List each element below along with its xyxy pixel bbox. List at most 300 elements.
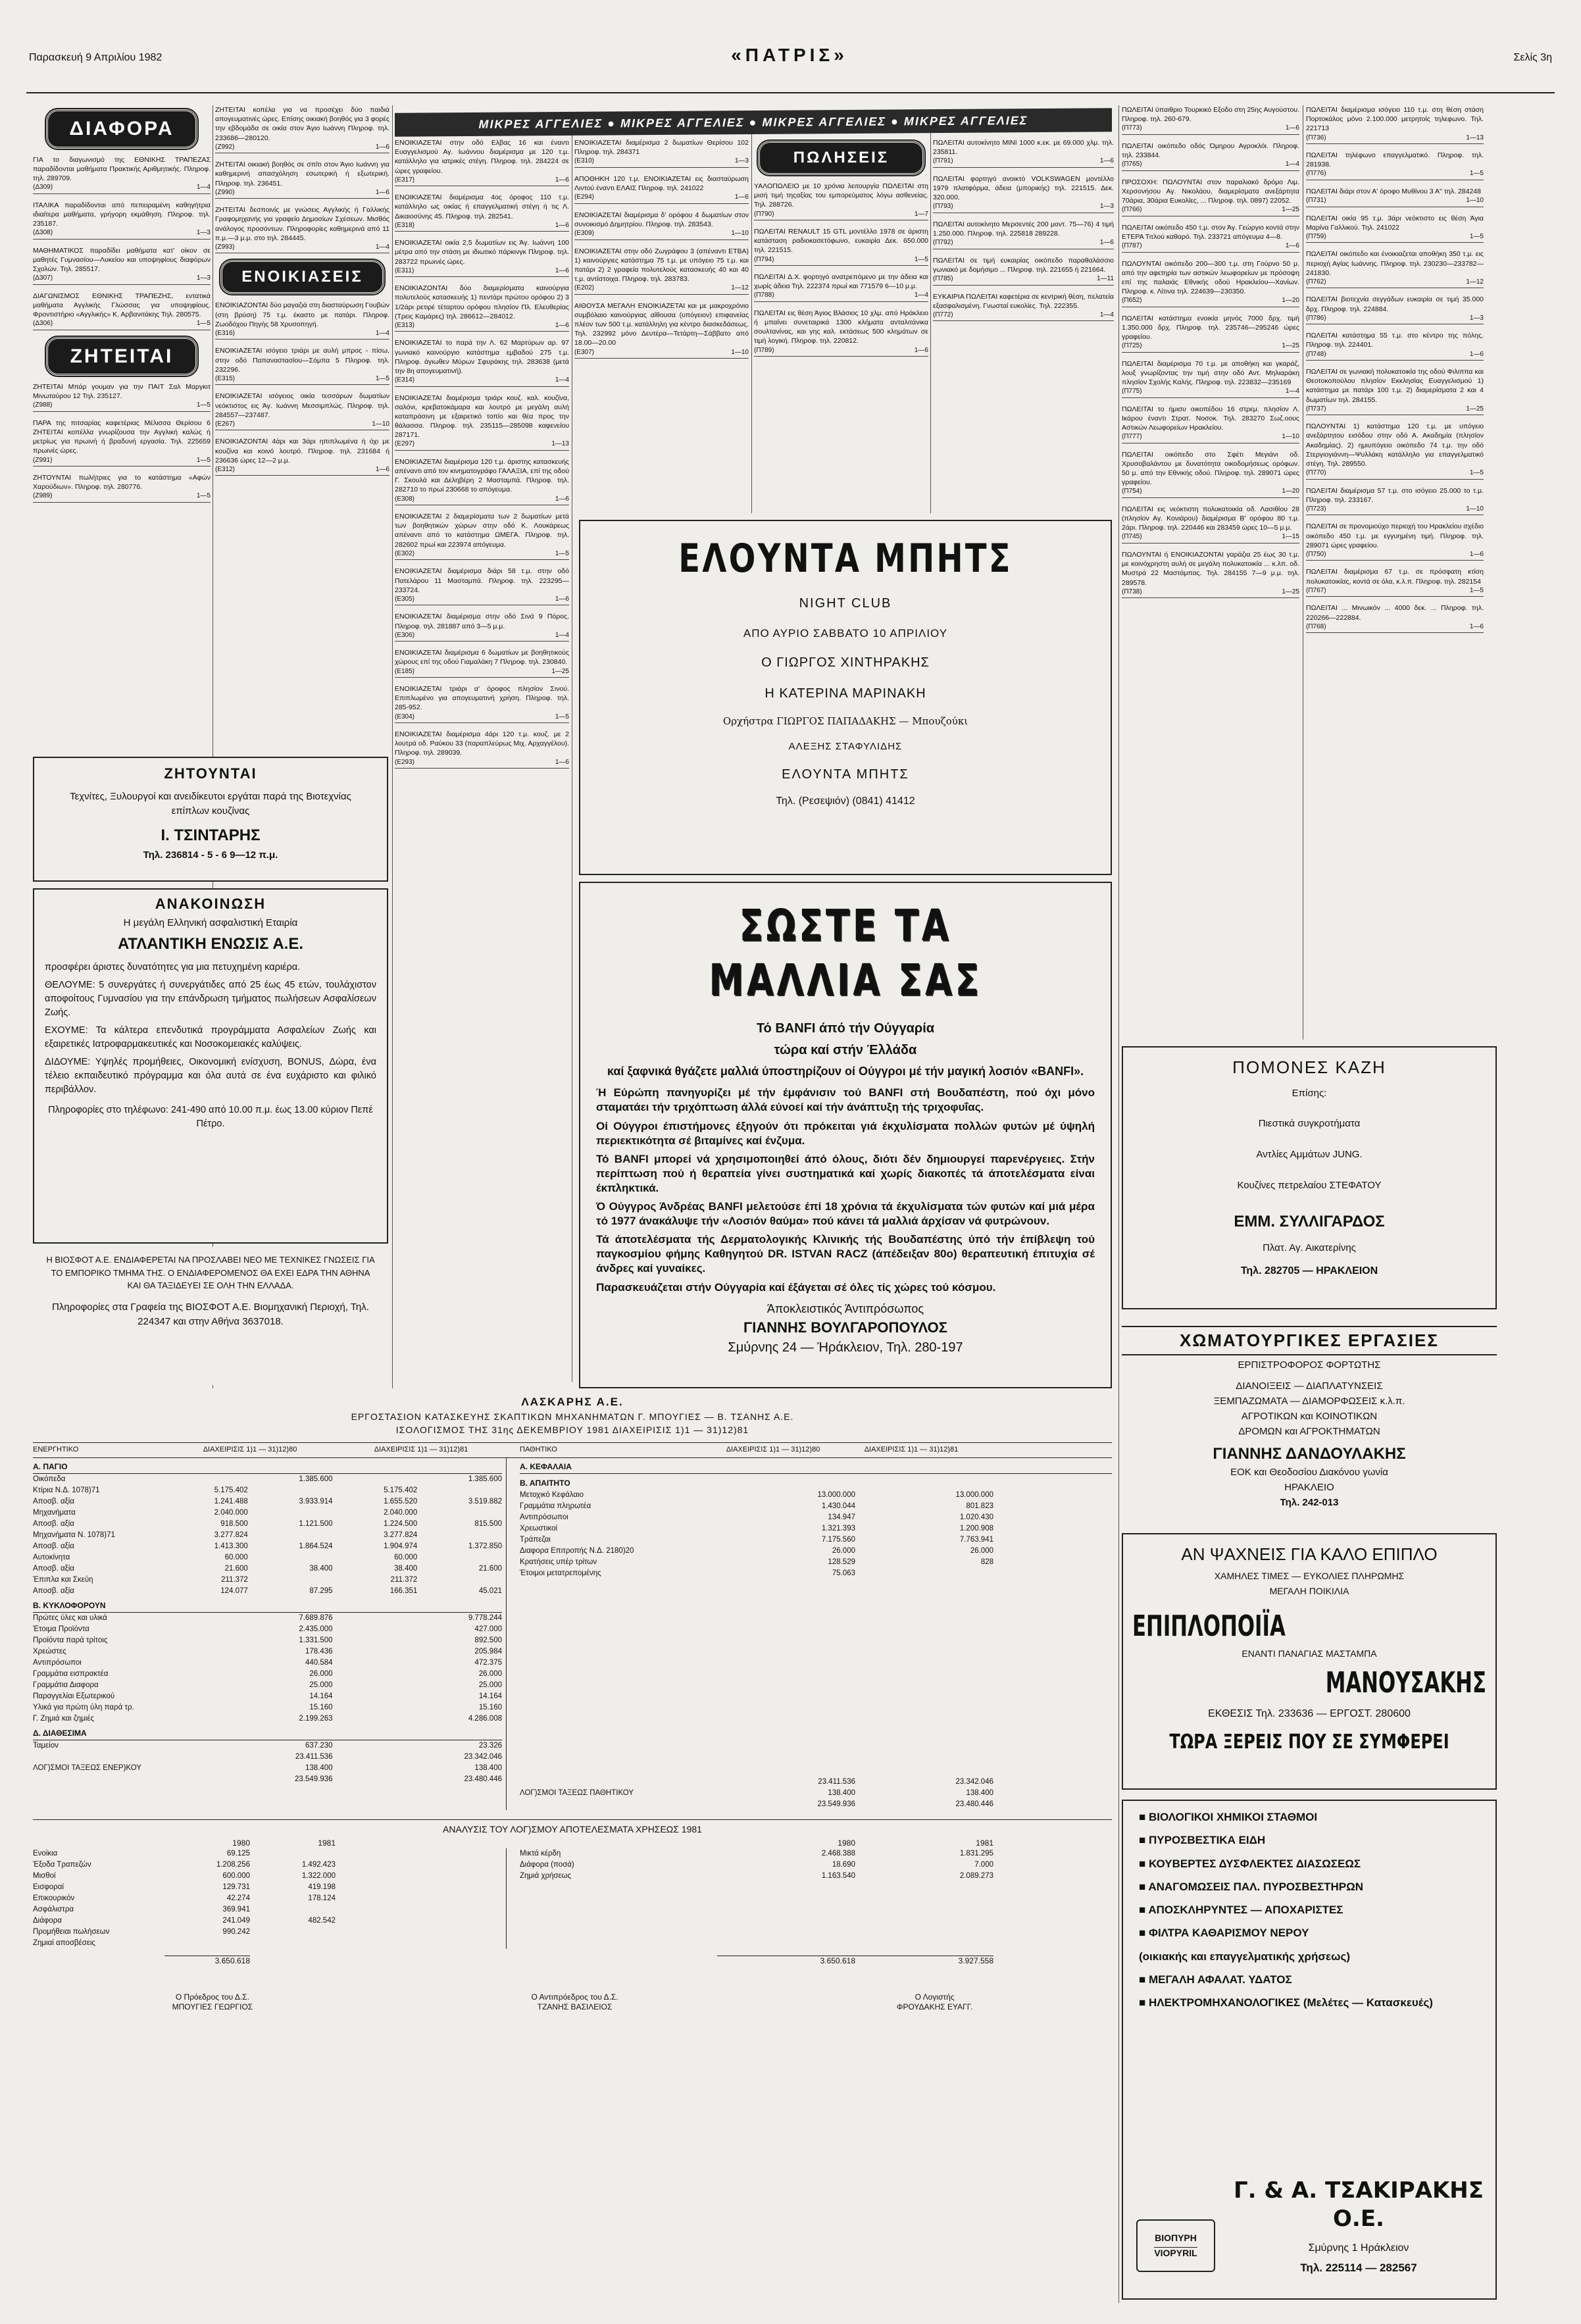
column-divider (751, 132, 752, 513)
classified-runs: 1—6 (1099, 157, 1114, 165)
assets-heading: Α. ΠΑΓΙΟ (33, 1461, 502, 1474)
classified-text: ΕΝΟΙΚΙΑΖΟΝΤΑΙ δύο μαγαζιά στη διασταύρωση Γουβών (στη βρύση) 75 τ.μ. έκαστο με πατάρι. Πληροφ. Ζωοδόχου Πηγής 58 Χρυσοπηγή. (215, 301, 389, 328)
balance-cell: Οικόπεδα (33, 1475, 66, 1484)
balance-cell: Έτοιμοι μετατρεπομένης (520, 1569, 601, 1578)
ad-phone: Τηλ. 236814 - 5 - 6 9—12 π.μ. (143, 849, 278, 861)
balance-cell: Διάφορα (33, 1916, 62, 1925)
classified-runs: 1—25 (1466, 405, 1484, 413)
balance-cell: 1.163.540 (821, 1871, 855, 1880)
balance-row (33, 1563, 502, 1575)
balance-cell: Υλικά για πρώτη ύλη παρά τρ. (33, 1704, 134, 1712)
balance-cell: 13.000.000 (955, 1491, 993, 1500)
classified-ad (395, 284, 569, 332)
ad-line: Αντλίες Αμμάτων JUNG. (1256, 1149, 1363, 1160)
balance-cell: Ζημιαί αποσβέσεις (33, 1938, 95, 1947)
balance-cell: 815.500 (474, 1520, 502, 1528)
signature-name: ΤΖΑΝΗΣ ΒΑΣΙΛΕΙΟΣ (537, 2002, 613, 2011)
balance-cell: 828 (980, 1558, 993, 1567)
balance-cell: Γραμμάτια πληρωτέα (520, 1502, 591, 1511)
balance-cell: 1.241.488 (214, 1498, 248, 1506)
classified-runs: 1—7 (914, 210, 928, 218)
classified-ad (395, 457, 569, 505)
balance-cell: Έτοιμα Προϊόντα (33, 1625, 89, 1634)
classified-runs: 1—6 (734, 193, 749, 201)
classified-ad (1306, 151, 1484, 180)
balance-row (520, 1848, 1112, 1859)
classified-ad (754, 182, 928, 220)
ad-list-item: ■ ΗΛΕΚΤΡΟΜΗΧΑΝΟΛΟΓΙΚΕΣ (Μελέτες — Κατασκευές) (1139, 1996, 1433, 2009)
balance-row (33, 1552, 502, 1563)
balance-cell: 7.689.876 (299, 1614, 333, 1623)
classified-list (215, 105, 389, 253)
ad-name: Γ. & Α. ΤΣΑΚΙΡΑΚΗΣ Ο.Ε. (1234, 2177, 1484, 2232)
balance-cell: 427.000 (474, 1625, 502, 1634)
ad-text: Παρασκευάζεται στήν Ούγγαρία καί έξάγεται σέ όλες τίς χώρες τού κόσμου. (596, 1280, 996, 1294)
classified-text: ΕΝΟΙΚΙΑΖΕΤΑΙ διαμέρισμα 2 δωματίων Θερίσου 102 Πληροφ. τηλ. 284371 (574, 139, 749, 157)
classified-code: (Π791) (933, 157, 953, 165)
classified-text: ΠΩΛΕΙΤΑΙ κατάστημα ενοικία μηνός 7000 δρχ. τιμή 1.350.000 δρχ. Πληροφ. τηλ. 235746—295246 ώρες γραφείου. (1122, 314, 1299, 341)
classified-text: ΠΩΛΟΥΝΤΑΙ 1) κατάστημα 120 τ.μ. με υπόγειο ανεξάρτητου εισόδου στην οδό Α. Ακαδημία (πλησίον Ακαδημίας). 2) ημιυπόγειο οικόπεδο 74 τ.μ. την οδό Στεργιογιάννη—Ψυλλάκη κατάλληλο για επαγγελματικό στέγη. Τηλ. 289550. (1306, 422, 1484, 468)
classified-ad (395, 730, 569, 769)
balance-cell: 138.400 (474, 1764, 502, 1773)
balance-cell: 1.904.974 (384, 1542, 418, 1551)
classified-ad (1122, 141, 1299, 171)
classified-code: (E293) (395, 758, 415, 766)
classified-runs: 1—3 (734, 157, 749, 165)
ad-line: ΔΡΟΜΩΝ και ΑΓΡΟΚΤΗΜΑΤΩΝ (1238, 1425, 1380, 1437)
classified-text: ΠΩΛΕΙΤΑΙ ύπαιθριο Τουρκικό Εξοδο στη 25ης Αυγούστου. Πληροφ. τηλ. 260-679. (1122, 106, 1299, 124)
balance-cell: Αυτοκίνητα (33, 1554, 70, 1562)
classified-ref (1122, 160, 1299, 171)
classified-text: ΓΙΑ το διαγωνισμό της ΕΘΝΙΚΗΣ ΤΡΑΠΕΖΑΣ παραδίδονται μαθήματα Πρακτικής Αριθμητικής. Πληροφ. τηλ. 289709. (33, 155, 211, 182)
classified-runs: 1—5 (1469, 232, 1484, 240)
classified-ref (1306, 505, 1484, 516)
classified-ref (33, 183, 211, 194)
classified-code: (Π759) (1306, 232, 1326, 240)
balance-company: ΛΑΣΚΑΡΗΣ Α.Ε. (521, 1396, 624, 1408)
balance-cell: ΛΟΓ)ΣΜΟΙ ΤΑΞΕΩΣ ΕΝΕΡ)ΚΟΥ (33, 1764, 141, 1773)
classified-text: ΠΡΟΣΟΧΗ: ΠΩΛΟΥΝΤΑΙ στον παραλιακό δρόμο Λιμ. Χερσονήσου Αγ. Νικολάου, διαμερίσματα ανεξάρτητα 70άρια, 30άρια Ευκολίες, ... Πληροφ. τηλ. 0897) 22052. (1122, 178, 1299, 205)
classified-ref (933, 274, 1114, 286)
balance-row (520, 1534, 1112, 1546)
classified-ad (1306, 522, 1484, 561)
liabilities-side (507, 1458, 1112, 1810)
balance-cell: 23.342.046 (464, 1753, 502, 1761)
classified-ref (1122, 487, 1299, 498)
masthead (0, 0, 1581, 99)
classified-text: ΕΝΟΙΚΙΑΖΕΤΑΙ ισόγειο τριάρι με αυλή μπρος - πίσω, στην οδό Παπαναστασίου—Σόμπα 5 Πληροφ. τηλ. 232296. (215, 347, 389, 374)
balance-cell: 1.413.300 (214, 1542, 248, 1551)
classified-runs: 1—25 (551, 667, 569, 675)
classified-runs: 1—10 (731, 230, 749, 238)
ad-pomones-kazi (1122, 1046, 1497, 1309)
ad-line: καί ξαφνικά θγάζετε μαλλιά ύποστηρίζουν οί Ούγγροι μέ τήν μαγική λοσιόν «BANFI». (607, 1065, 1084, 1078)
classified-runs: 1—10 (1466, 505, 1484, 513)
classified-ad (1306, 295, 1484, 324)
balance-row (33, 1613, 502, 1624)
balance-cell: ΛΟΓ)ΣΜΟΙ ΤΑΞΕΩΣ ΠΑΘΗΤΙΚΟΥ (520, 1789, 634, 1798)
ad-line: ΑΓΡΟΤΙΚΩΝ και ΚΟΙΝΟΤΙΚΩΝ (1241, 1410, 1378, 1422)
classified-ad (1122, 505, 1299, 543)
classified-ad (33, 155, 211, 194)
classified-text: ΠΩΛΕΙΤΑΙ κατάστημα 55 τ.μ. στο κέντρο της πόλης. Πληροφ. τηλ. 224401. (1306, 332, 1484, 349)
classified-runs: 1—6 (375, 188, 389, 196)
balance-cell: Αντιπρόσωποι (520, 1513, 568, 1522)
classified-ref (395, 495, 569, 506)
classified-ref (1306, 350, 1484, 361)
balance-cell: 205.984 (474, 1648, 502, 1656)
balance-cell: 600.000 (222, 1871, 250, 1880)
balance-cell: 1.492.423 (301, 1860, 336, 1869)
classified-code: (Π777) (1122, 433, 1142, 441)
balance-cell: 1.020.430 (959, 1513, 993, 1522)
balance-row (33, 1530, 502, 1541)
classified-text: ΠΩΛΕΙΤΑΙ οικία 95 τ.μ. 3άρι νεόκτιστο εις θέση Άγια Μαρίνα Γαλλικού. Τηλ. 241022 (1306, 214, 1484, 232)
classified-ad (933, 292, 1114, 322)
balance-cell: 87.295 (309, 1587, 333, 1596)
classified-text: ΠΩΛΕΙΤΑΙ οικόπεδο στο Σφέτι Μεγιάνι οδ. Χρυσοβαλάντου με δυνατότητα οικοδομήσεως ορόφων. 50 μ. από την Εθνικής οδού. Πληροφ. τηλ. 289071 ώρες γραφείου. (1122, 450, 1299, 487)
classified-code: (E302) (395, 549, 415, 557)
classified-runs: 1—3 (196, 229, 211, 237)
classified-runs: 1—6 (914, 346, 928, 354)
classified-ad (1306, 105, 1484, 144)
balance-cell: 60.000 (394, 1554, 418, 1562)
classified-ref (754, 255, 928, 266)
classified-text: ΠΩΛΕΙΤΑΙ οικόπεδο οδός Όμηρου Αγροκλόι. Πληροφ. τηλ. 233844. (1122, 141, 1299, 160)
classified-text: ΥΑΛΟΠΩΛΕΙΟ με 10 χρόνια λειτουργία ΠΩΛΕΙΤΑΙ στη μισή τιμή τηςαξίας του εμπορεύματος λόγω ασθενείας. Τηλ. 288726. (754, 182, 928, 209)
classified-text: ΕΝΟΙΚΙΑΖΕΤΑΙ διαμέρισμα 6 δωματίων με βοηθητικούς χώρους επί της οδού Γιαμαλάκη 7 Πληροφ. τηλ. 230840. (395, 649, 569, 667)
balance-cell: Ενοίκια (33, 1849, 58, 1857)
classified-runs: 1—15 (1282, 533, 1299, 541)
liab-heading: Β. ΑΠΑΙΤΗΤΟ (520, 1478, 570, 1488)
results-left (33, 1848, 507, 1949)
classified-ad (574, 211, 749, 240)
ad-manousakis (1122, 1533, 1497, 1790)
classified-ref (1122, 588, 1299, 599)
ad-phone: Τηλ. (Ρεσεψιόν) (0841) 41412 (776, 795, 915, 807)
classified-list (1306, 105, 1484, 633)
balance-row (33, 1740, 502, 1752)
classified-ref (754, 346, 928, 357)
classified-ad (215, 160, 389, 199)
balance-cell: 23.549.936 (817, 1800, 855, 1809)
classified-ref (215, 420, 389, 431)
balance-cell: 1.430.044 (821, 1502, 855, 1511)
balance-row (33, 1882, 506, 1893)
year-label: 1980 (232, 1838, 250, 1848)
classified-ad (395, 138, 569, 186)
classified-ad (395, 684, 569, 723)
classified-ref (395, 758, 569, 769)
classified-ref (933, 311, 1114, 322)
classified-ad (215, 105, 389, 153)
classified-runs: 1—4 (375, 329, 389, 337)
masthead-rule (26, 92, 1555, 93)
balance-cell: Γ. Ζημιά και ζημιές (33, 1715, 95, 1723)
column-divider (1118, 105, 1119, 2303)
classified-ad (933, 174, 1114, 213)
ad-line: Κουζίνες πετρελαίου ΣΤΕΦΑΤΟΥ (1237, 1179, 1382, 1191)
classified-code: (Π787) (1122, 242, 1142, 250)
classified-ref (933, 238, 1114, 249)
classified-ad (33, 201, 211, 240)
balance-cell: 3.277.824 (384, 1531, 418, 1540)
column-7 (1122, 105, 1299, 1033)
balance-cell: 7.175.560 (821, 1536, 855, 1544)
balance-cell: 419.198 (308, 1882, 336, 1891)
classified-code: (Δ306) (33, 320, 53, 328)
classified-text: ΠΩΛΕΙΤΑΙ το ήμισυ οικοπέδου 16 στρεμ. πλησίον Λ. Ικάρου έναντι Στρατ. Νοσοκ. Τηλ. 283270 Σωζ.οους Αστικών Λεωφορείων Ηρακλείου. (1122, 405, 1299, 432)
balance-cell: Χρεωστικοί (520, 1525, 558, 1533)
page-number: Σελίς 3η (1513, 52, 1552, 63)
balance-cell: 18.690 (832, 1860, 855, 1869)
balance-row (520, 1799, 1112, 1810)
classified-text: ΑΙΘΟΥΣΑ ΜΕΓΑΛΗ ΕΝΟΙΚΙΑΖΕΤΑΙ και με μακροχρόνιο συμβόλαιο καινούργιας αίθουσα (υπόγειον) επιφανείας πλέον των 500 τ.μ. κατάλληλη για κέντρο διασκεδάσεως. Τηλ. 232992 μόνο Δευτέρα—Τετάρτη—Σάββατο από 18.00—20.00 (574, 301, 749, 347)
balance-cell: 1.864.524 (299, 1542, 333, 1551)
ad-phone: ΕΚΘΕΣΙΣ Τηλ. 233636 — ΕΡΓΟΣΤ. 280600 (1208, 1708, 1411, 1719)
ad-line: Τό BANFI άπό τήν Ούγγαρία (756, 1021, 935, 1036)
balance-cell: 45.021 (478, 1587, 502, 1596)
classified-ref (395, 667, 569, 678)
balance-cell: 124.077 (220, 1587, 248, 1596)
results-total: 3.650.618 (164, 1956, 250, 1966)
classified-text: ΠΩΛΟΥΝΤΑΙ οικόπεδο 200—300 τ.μ. στη Γούρνο 50 μ. από την αφετηρία των αστικών λεωφορείων με πρόσοψη επί της παλαιάς Εθνικής οδού Ηρακλείου—Χανίων. Πληροφ. κ. Λίτινα τηλ. 224639—230350. (1122, 259, 1299, 296)
balance-cell: Μισθοί (33, 1871, 56, 1880)
classified-ad (33, 473, 211, 503)
balance-row (520, 1523, 1112, 1534)
balance-cell: 211.372 (390, 1576, 418, 1584)
classified-text: ΕΝΟΙΚΙΑΖΕΤΑΙ διαμέρισμα στην οδό Σινά 9 Πόρος. Πληροφ. τηλ. 281887 από 3—5 μ.μ. (395, 613, 569, 630)
classified-code: (Π748) (1306, 350, 1326, 358)
classified-ref (1306, 278, 1484, 289)
classified-runs: 1—4 (914, 291, 928, 299)
classified-ad (1306, 422, 1484, 479)
classified-runs: 1—11 (1097, 275, 1114, 283)
balance-header (33, 1442, 1112, 1458)
classified-runs: 1—25 (1282, 342, 1299, 350)
balance-subtitle: ΙΣΟΛΟΓΙΣΜΟΣ ΤΗΣ 31ης ΔΕΚΕΜΒΡΙΟΥ 1981 ΔΙΑΧΕΙΡΙΣΙΣ 1)1 — 31)12)81 (395, 1424, 749, 1435)
classified-runs: 1—4 (375, 243, 389, 251)
classified-text: ΠΩΛΕΙΤΑΙ διάρι στον Α' όροφο Μυθίνου 3 Α'' τηλ. 284248 (1306, 187, 1481, 195)
classified-ad (754, 272, 928, 302)
classified-ad (215, 437, 389, 476)
balance-row (33, 1507, 502, 1519)
classified-code: (E317) (395, 176, 415, 184)
balance-cell: 472.375 (474, 1659, 502, 1667)
classified-text: ΖΗΤΕΙΤΑΙ οικιακή βοηθός σε σπίτι στον Άγιο Ιωάννη για καθημερινή απασχόληση εσωτερική ή εξωτερική. Πληροφ. τηλ. 236451. (215, 161, 389, 188)
classified-text: ΠΩΛΕΙΤΑΙ εις νεόκτιστη πολυκατοικία οδ. Λασιθίου 28 (πλησίον Αγ. Κονιάρου) διαμέρισμα Β' ορόφου 80 τ.μ. 2άρι. Πληροφ. τηλ. 220446 και 283459 ώρες 10—5 μ.μ. (1122, 505, 1299, 532)
classified-ref (1122, 296, 1299, 307)
balance-cell: 128.529 (828, 1558, 855, 1567)
classified-text: ΕΝΟΙΚΙΑΖΕΤΑΙ διαμέρισμα 120 τ.μ. άριστης κατασκευής απέναντι από τον κινηματογράφο ΓΑΛΑΞΙΑ, επί της οδού Γ. Σκουλά και Δεληβέρη 2 Μασταμπά. Πληροφ. τηλ. 282710 το πρωί 230668 το απόγευμα. (395, 457, 569, 494)
classified-text: ΠΩΛΕΙΤΑΙ οικόπεδο 450 τ.μ. στον Άγ. Γεώργιο κοντά στην ΕΤΕΡΑ Τιτλού καθαρό. Τηλ. 233721 απόγευμα 4—8. (1122, 223, 1299, 241)
classified-runs: 1—3 (196, 274, 211, 282)
ad-list-item: ■ ΜΕΓΑΛΗ ΑΦΑΛΑΤ. ΥΔΑΤΟΣ (1139, 1973, 1292, 1986)
classified-runs: 1—4 (196, 184, 211, 191)
ad-text: Ή Εύρώπη πανηγυρίζει μέ τήν έμφάνισιν τού BANFI στή Βουδαπέστη, πού όχι μόνο σταματάει τήν τριχόπτωση άλλά εύνοεί καί τήν άνάπτυξη τής τριχοφυΐας. (596, 1086, 1095, 1114)
balance-cell: 26.000 (309, 1670, 333, 1679)
classified-code: (Π768) (1306, 622, 1326, 630)
classified-runs: 1—6 (1469, 622, 1484, 630)
classified-ad (33, 382, 211, 412)
ad-banfi (579, 882, 1112, 1388)
balance-cell: 211.372 (221, 1576, 248, 1584)
classified-runs: 1—6 (375, 465, 389, 473)
classified-ad (1122, 550, 1299, 598)
balance-cell: 2.435.000 (299, 1625, 333, 1634)
classified-code: (E267) (215, 420, 236, 428)
classified-code: (E202) (574, 284, 595, 292)
ad-list-item: ■ ΠΥΡΟΣΒΕΣΤΙΚΑ ΕΙΔΗ (1139, 1834, 1266, 1847)
ad-slogan: ΤΩΡΑ ΞΕΡΕΙΣ ΠΟΥ ΣΕ ΣΥΜΦΕΡΕΙ (1169, 1730, 1449, 1754)
ad-brand: ΕΠΙΠΛΟΠΟΙΪΑ (1132, 1609, 1286, 1643)
classified-runs: 1—3 (1469, 314, 1484, 322)
balance-row (33, 1904, 506, 1915)
ad-title: ΕΛΟΥΝΤΑ ΜΠΗΤΣ (678, 536, 1013, 582)
classified-code: (Z992) (215, 143, 235, 151)
balance-cell: 2.040.000 (214, 1509, 248, 1517)
ad-line: ΜΕΓΑΛΗ ΠΟΙΚΙΛΙΑ (1269, 1586, 1349, 1596)
balance-cell: 5.175.402 (384, 1486, 418, 1495)
balance-sheet (33, 1395, 1112, 2296)
ad-text: Οί Ούγγροι έπιστήμονες έξηγούν ότι πρόκειται γιά έκχυλίσματα πολλών φυτών μέ ύψηλή περιεκτικότητα σέ βιταμίνες καί ένζυμα. (596, 1119, 1095, 1147)
classified-ref (1306, 196, 1484, 207)
classified-ad (395, 567, 569, 605)
balance-row (520, 1546, 1112, 1557)
balance-cell: 801.823 (966, 1502, 993, 1511)
classified-ad (33, 246, 211, 285)
classified-ad (1122, 405, 1299, 443)
assets-side (33, 1458, 507, 1810)
classified-ref (574, 284, 749, 295)
classified-code: (Π738) (1122, 588, 1142, 595)
balance-cell: 1.331.500 (299, 1636, 333, 1645)
balance-cell: 23.342.046 (955, 1778, 993, 1786)
classified-runs: 1—5 (196, 456, 211, 464)
classified-runs: 1—6 (1469, 550, 1484, 558)
logo-text: VIOPYRIL (1154, 2247, 1197, 2258)
ad-text: Τό BANFI μπορεί νά χρησιμοποιηθεί άπό όλους, διότι δέν δημιουργεί παρενέργειες. Στήν περίπτωση πού ή θεραπεία γίνει συστηματικά καί χωρίς διακοπές τά άποτελέσματα είναι έκπληκτικά. (596, 1152, 1095, 1194)
balance-cell: 482.542 (308, 1916, 336, 1925)
balance-cell: 26.000 (970, 1547, 993, 1555)
classified-ref (395, 321, 569, 332)
balance-cell: 138.400 (828, 1789, 855, 1798)
classified-runs: 1—20 (1282, 488, 1299, 495)
classified-ad (395, 338, 569, 386)
ad-title: ΧΩΜΑΤΟΥΡΓΙΚΕΣ ΕΡΓΑΣΙΕΣ (1122, 1326, 1497, 1355)
classified-runs: 1—6 (555, 595, 569, 603)
header-period: ΔΙΑΧΕΙΡΙΣΙΣ 1)1 — 31)12)80 (726, 1446, 820, 1454)
classified-text: ΠΩΛΕΙΤΑΙ αυτοκίνητο Μερσεντές 200 μοντ. 75—76) 4 τιμή 1.250.000. Πληροφ. τηλ. 225818 289228. (933, 220, 1114, 238)
balance-cell: 3.519.882 (468, 1498, 502, 1506)
classified-ref (1306, 586, 1484, 597)
balance-row (33, 1646, 502, 1657)
results-right (507, 1848, 1112, 1949)
classified-ad (933, 220, 1114, 249)
balance-row (520, 1568, 1112, 1579)
classified-ref (215, 465, 389, 476)
classified-text: ΕΝΟΙΚΙΑΖΕΤΑΙ ισόγειος οικία τεσσάρων δωματίων νεόκτιστος εις Άγ. Ιωάννη Μεσσιμπλώς. Πληροφ. τηλ. 284557—237487. (215, 392, 389, 419)
classified-ref (1122, 124, 1299, 135)
balance-cell: 7.000 (974, 1860, 993, 1869)
ad-name: ΓΙΑΝΝΗΣ ΔΑΝΔΟΥΛΑΚΗΣ (1213, 1445, 1406, 1463)
column-2 (215, 105, 389, 724)
classified-ad (1306, 331, 1484, 361)
classified-ad (1122, 178, 1299, 216)
classified-code: (Π723) (1306, 505, 1326, 513)
balance-cell: Έπιπλα και Σκεύη (33, 1576, 93, 1584)
classified-runs: 1—10 (372, 420, 389, 428)
balance-cell: Μηχανήματα (33, 1509, 76, 1517)
balance-cell: 1.372.850 (468, 1542, 502, 1551)
balance-row (33, 1871, 506, 1882)
classified-ref (574, 229, 749, 240)
classified-list (33, 155, 211, 330)
classified-runs: 1—4 (555, 376, 569, 384)
classified-runs: 1—13 (1466, 134, 1484, 141)
classified-ad (1306, 214, 1484, 243)
logo-text: ΒΙΟΠΥΡΗ (1155, 2233, 1197, 2243)
classified-ad (395, 238, 569, 277)
balance-row (33, 1474, 502, 1485)
balance-cell: 918.500 (220, 1520, 248, 1528)
newspaper-title: «ΠΑΤΡΙΣ» (731, 45, 848, 65)
classified-ref (1122, 241, 1299, 253)
balance-cell: 1.321.393 (821, 1525, 855, 1533)
classified-code: (Π762) (1306, 278, 1326, 286)
classified-ad (395, 512, 569, 560)
ad-list-item: (οικιακής και επαγγελματικής χρήσεως) (1139, 1950, 1350, 1963)
classified-text: ΠΩΛΕΙΤΑΙ σε τιμή ευκαιρίας οικόπεδο παραθαλάσσιο γωνιακό με δομήσιμο ... Πληροφ. τηλ. 221655 ή 221664. (933, 256, 1114, 274)
balance-cell: Ασφάλιστρα (33, 1905, 74, 1913)
balance-cell: 166.351 (389, 1587, 418, 1596)
ad-address: Σμύρνης 1 Ηράκλειον (1308, 2242, 1409, 2254)
ad-line: ΑΝ ΨΑΧΝΕΙΣ ΓΙΑ ΚΑΛΟ ΕΠΙΠΛΟ (1181, 1544, 1438, 1564)
balance-cell: 69.125 (226, 1849, 250, 1857)
balance-cell: 4.286.008 (468, 1715, 502, 1723)
balance-cell: Ζημιά χρήσεως (520, 1871, 572, 1880)
balance-cell: Μηχανήματα Ν. 1078)71 (33, 1531, 115, 1540)
balance-cell: Γραμμάτια εισπρακτέα (33, 1670, 109, 1679)
classified-list (754, 182, 928, 357)
classified-ad (754, 309, 928, 357)
signature-name: ΜΠΟΥΓΙΕΣ ΓΕΩΡΓΙΟΣ (172, 2002, 253, 2011)
classified-runs: 1—5 (555, 549, 569, 557)
classified-list (1122, 105, 1299, 598)
classified-text: ΕΝΟΙΚΙΑΖΕΤΑΙ 2 διαμερίσματα των 2 δωματίων μετά των βοηθητικών χώρων στην οδό Κ. Λουκάρεως απέναντι από το κατάστημα ΩΜΕΓΑ. Πληροφ. τηλ. 282602 πρωί και 223974 απόγευμα. (395, 513, 569, 549)
classified-runs: 1—5 (375, 374, 389, 382)
balance-cell: 21.600 (478, 1565, 502, 1573)
classified-text: ΠΩΛΟΥΝΤΑΙ ή ΕΝΟΙΚΙΑΖΟΝΤΑΙ γαράζια 25 έως 30 τ.μ. με κοινόχρηστη αυλή σε μεγάλη πολυκατοικία ... κ.λπ. οδ. Μυστρά 22 Μαστάμπας. Τηλ. 284155 7—9 μ.μ. τηλ. 289578. (1122, 550, 1299, 587)
classified-text: ΕΝΟΙΚΙΑΖΕΤΑΙ στην οδό Ζωγράφου 3 (απέναντι ΕΤΒΑ) 1) καινούργιες κατάστημα 75 τ.μ. με υπόγειο 75 τ.μ. και πατάρι 2) 2 γραφεία πολυτελούς κατασκευής 40 και 40 τ.μ. αντίστοιχα. Πληροφ. τηλ. 283783. (574, 247, 749, 284)
classified-runs: 1—5 (914, 255, 928, 263)
balance-cell: 1.208.256 (216, 1860, 250, 1869)
classified-code: (Π767) (1306, 586, 1326, 594)
classified-runs: 1—13 (551, 440, 569, 448)
classified-code: (Π736) (1306, 134, 1326, 141)
balance-cell: 15.160 (478, 1704, 502, 1712)
balance-row (33, 1927, 506, 1938)
ad-list-item: ■ ΒΙΟΛΟΓΙΚΟΙ ΧΗΜΙΚΟΙ ΣΤΑΘΜΟΙ (1139, 1811, 1318, 1823)
ad-list-item: ■ ΚΟΥΒΕΡΤΕΣ ΔΥΣΦΛΕΚΤΕΣ ΔΙΑΣΩΣΕΩΣ (1139, 1857, 1361, 1870)
classified-code: (Π793) (933, 203, 953, 211)
classified-text: ΠΩΛΕΙΤΑΙ διαμέρισμα 57 τ.μ. στο ισόγειο 25.000 το τ.μ. Πληροφ. τηλ. 233167. (1306, 486, 1484, 504)
classified-runs: 1—5 (1469, 469, 1484, 477)
classified-ref (33, 456, 211, 467)
classified-code: (E308) (395, 495, 415, 503)
balance-row (33, 1586, 502, 1597)
classified-ref (574, 193, 749, 204)
